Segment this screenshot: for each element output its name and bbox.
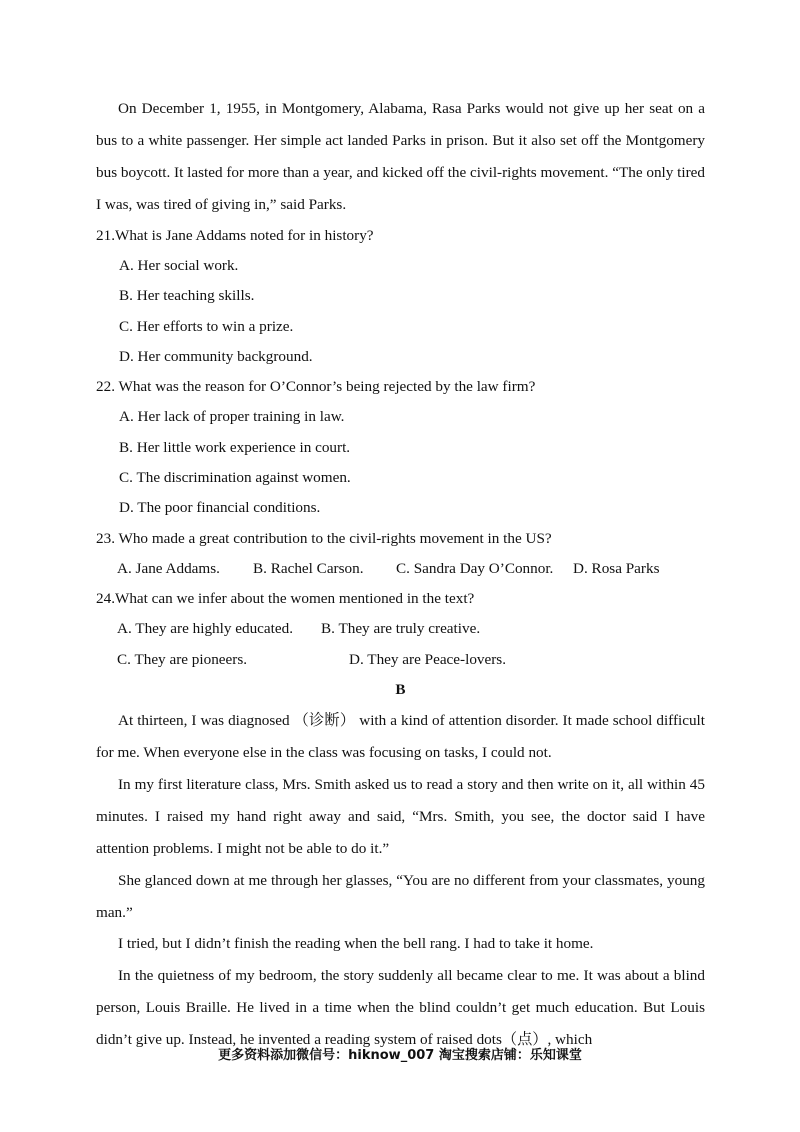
passage-b-paragraph: I tried, but I didn’t finish the reading when the bell rang. I had to take it home. — [118, 935, 594, 953]
passage-b-paragraph: At thirteen, I was diagnosed （诊断） with a kind of attention disorder. It made school difficult for me. When everyone else in the class was focusing on tasks, I could not. — [96, 712, 705, 761]
option-a: A. Jane Addams. — [117, 559, 220, 577]
section-heading: B — [395, 681, 406, 699]
question-22 — [96, 372, 705, 523]
option-c: C. They are pioneers. — [117, 650, 248, 668]
options-row — [96, 645, 705, 675]
option-b: B. They are truly creative. — [321, 620, 481, 638]
option-b: B. Her teaching skills. — [119, 287, 255, 305]
option-b: B. Rachel Carson. — [253, 559, 364, 577]
page-footer: 更多资料添加微信号：hiknow_007 淘宝搜索店铺：乐知课堂 — [218, 1048, 582, 1063]
passage-b — [96, 705, 705, 1056]
page-content — [96, 93, 705, 1056]
option-d: D. The poor financial conditions. — [119, 499, 321, 517]
option-b: B. Her little work experience in court. — [119, 438, 351, 456]
question-stem: 24.What can we infer about the women mentioned in the text? — [96, 590, 475, 608]
question-stem: 23. Who made a great contribution to the civil-rights movement in the US? — [96, 529, 552, 547]
option-c: C. Sandra Day O’Connor. — [396, 559, 554, 577]
option-a: A. Her social work. — [119, 256, 239, 274]
question-stem: 21.What is Jane Addams noted for in history? — [96, 226, 374, 244]
option-d: D. Rosa Parks — [573, 559, 660, 577]
option-d: D. They are Peace-lovers. — [349, 650, 507, 668]
option-c: C. The discrimination against women. — [119, 469, 351, 486]
question-21 — [96, 221, 705, 372]
options-row — [96, 554, 705, 584]
option-a: A. They are highly educated. — [117, 620, 293, 638]
option-a: A. Her lack of proper training in law. — [119, 408, 345, 426]
question-24 — [96, 584, 705, 675]
passage-b-paragraph: In the quietness of my bedroom, the story suddenly all became clear to me. It was about a blind person, Louis Braille. He lived in a time when the blind couldn’t get much education. But Louis didn’t give up. Instead, he invented a reading system of raised dots（点）, which — [96, 967, 705, 1049]
question-stem: 22. What was the reason for O’Connor’s being rejected by the law firm? — [96, 378, 536, 396]
option-c: C. Her efforts to win a prize. — [119, 317, 294, 335]
passage-b-paragraph: She glanced down at me through her glasses, “You are no different from your classmates, young man.” — [96, 871, 705, 921]
options-row — [96, 614, 705, 644]
question-23 — [96, 524, 705, 585]
option-d: D. Her community background. — [119, 347, 313, 365]
passage-a-paragraph: On December 1, 1955, in Montgomery, Alabama, Rasa Parks would not give up her seat on a bus to a white passenger. Her simple act landed Parks in prison. But it also set off the Montgomery bus boycott. It lasted for more than a year, and kicked off the civil-rights movement. “The only tired I was, was tired of giving in,” said Parks. — [96, 100, 705, 213]
passage-b-paragraph: In my first literature class, Mrs. Smith asked us to read a story and then write on it, all within 45 minutes. I raised my hand right away and said, “Mrs. Smith, you see, the doctor said I have attention problems. I might not be able to do it.” — [96, 775, 705, 857]
